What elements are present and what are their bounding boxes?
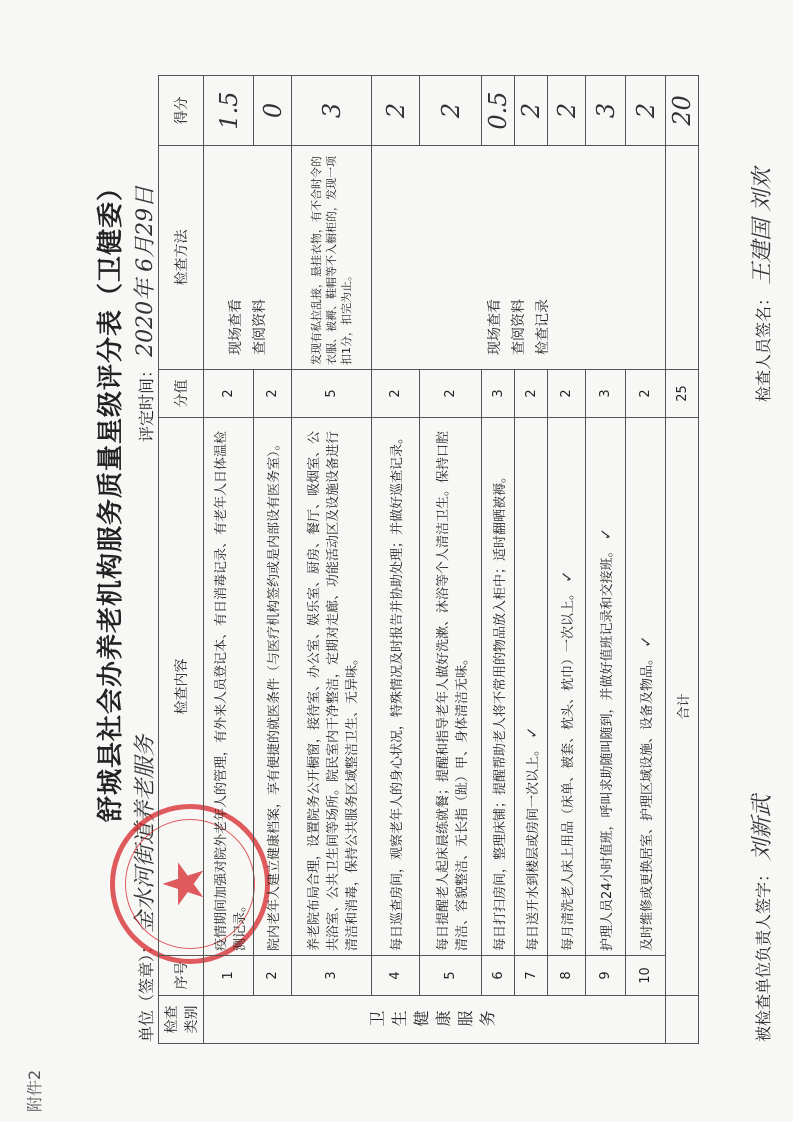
row-score: 3 (482, 370, 515, 418)
row-no: 1 (204, 956, 254, 996)
row-no: 9 (586, 956, 626, 996)
row-content: 养老院布局合理，设置院务公开橱窗，接待室、办公室、娱乐室、厨房、餐厅、吸烟室、公共浴室、公共卫生间等场所。院民室内干净整洁，定期对走廊、功能活动区及设施设备进行清洁和消毒，保持公共服务区域整洁卫生、无异味。 (292, 418, 372, 956)
row-content-text: 每月清洗老人床上用品（床单、被套、枕头、枕巾）一次以上。 (561, 586, 576, 951)
header-result: 得分 (159, 76, 204, 146)
row-result: 3 (586, 76, 626, 146)
inspected-sign-label: 被检查单位负责人签字： (754, 865, 773, 1042)
row-content (586, 418, 626, 956)
row-score: 2 (515, 370, 548, 418)
row-result: 0.5 (482, 76, 515, 146)
row-score: 5 (292, 370, 372, 418)
row-no: 6 (482, 956, 515, 996)
inspector-sign-label: 检查人员签名： (754, 289, 773, 402)
unit-handwriting: 金水河街道养老服务 (133, 734, 158, 933)
seal-star-icon: ★ (152, 858, 217, 909)
total-row (666, 76, 699, 1044)
row-result: 3 (292, 76, 372, 146)
row-no: 8 (548, 956, 586, 996)
row-result: 2 (372, 76, 420, 146)
row-content: 疫情期间加强对院外老年人的管理，有外来人员登记本、有日消毒记录、有老年人日体温检测记录。 (204, 418, 254, 956)
header-no: 序号 (159, 956, 204, 996)
table-row (292, 76, 372, 1044)
unit-label: 单位（签章）： (137, 937, 156, 1042)
method-mid (372, 146, 666, 370)
row-no: 4 (372, 956, 420, 996)
row-content (626, 418, 666, 956)
table-row (372, 76, 420, 1044)
method-mid-line2: 查阅资料 (510, 299, 527, 355)
check-mark-icon: ✓ (558, 570, 576, 583)
method-mid-line3: 检查记录 (534, 299, 551, 355)
row-no: 3 (292, 956, 372, 996)
method-main (204, 146, 292, 370)
date-line (128, 186, 159, 442)
row-no: 5 (420, 956, 482, 996)
inspector-signature-line (745, 168, 776, 402)
row-score: 2 (204, 370, 254, 418)
header-row (159, 76, 204, 1044)
score-table (152, 75, 699, 1044)
row-content (515, 418, 548, 956)
header-content: 检查内容 (159, 418, 204, 956)
row-score: 2 (548, 370, 586, 418)
date-label: 评定时间： (137, 361, 156, 442)
row-content-text: 及时维修或更换居室、护理区域设施、设备及物品。 (640, 651, 655, 951)
row-score: 2 (372, 370, 420, 418)
method-row3: 发现有私拉乱接，悬挂衣物，有不合时令的衣服、被褥、鞋帽等不入橱柜的，发现一项扣1分，扣完为止。 (292, 146, 372, 370)
row-no: 2 (254, 956, 292, 996)
inspected-signature: 刘新武 (750, 794, 775, 861)
annex-label: 附件2 (25, 1069, 44, 1112)
row-content: 每日巡查房间，观察老年人的身心状况，特殊情况及时报告并协助处理；并做好巡查记录。 (372, 418, 420, 956)
row-result: 2 (420, 76, 482, 146)
row-score: 2 (254, 370, 292, 418)
row-content: 院内老年人建立健康档案，享有便捷的就医条件（与医疗机构签约或是内部设有医务室）。 (254, 418, 292, 956)
row-content: 每日提醒老人起床晨练就餐；提醒和指导老年人做好洗漱、沐浴等个人清洁卫生。保持口腔清洁、容貌整洁、无长指（趾）甲、身体清洁无味。 (420, 418, 482, 956)
total-label: 合计 (666, 418, 699, 996)
table-row (204, 76, 254, 1044)
header-category: 检查类别 (159, 996, 204, 1044)
method-main-line2: 查阅资料 (251, 299, 268, 355)
row-result: 1.5 (204, 76, 254, 146)
check-mark-icon: ✓ (597, 527, 615, 541)
total-empty-cell (666, 996, 699, 1044)
header-score: 分值 (159, 370, 204, 418)
row-score: 2 (626, 370, 666, 418)
check-mark-icon: ✓ (522, 726, 541, 739)
row-score: 2 (420, 370, 482, 418)
inspector-signature: 王建国 刘欢 (750, 167, 775, 285)
row-score: 3 (586, 370, 626, 418)
row-result: 2 (548, 76, 586, 146)
total-score: 25 (666, 370, 699, 418)
row-no: 10 (626, 956, 666, 996)
method-mid-line1: 现场查看 (486, 299, 503, 355)
date-handwriting: 2020年 6月29日 (133, 185, 158, 357)
row-content-text: 每日送开水到楼层或房间一次以上。 (525, 742, 541, 951)
form-title: 舒城县社会办养老机构服务质量星级评分表（卫健委） (96, 173, 126, 822)
inspected-signature-line (745, 795, 776, 1042)
row-content-text: 护理人员24小时值班，呼叫求助随叫随到，并做好值班记录和交接班。 (600, 544, 615, 951)
row-no: 7 (515, 956, 548, 996)
check-mark-icon: ✓ (637, 635, 655, 648)
row-result: 0 (254, 76, 292, 146)
total-method-empty (666, 146, 699, 370)
row-content (548, 418, 586, 956)
row-result: 2 (626, 76, 666, 146)
row-content: 每日打扫房间，整理床铺；提醒帮助老人将不常用的物品放入柜中；适时翻晒被褥。 (482, 418, 515, 956)
header-method: 检查方法 (159, 146, 204, 370)
category-cell: 卫生健康服务 (204, 996, 666, 1044)
method-main-line1: 现场查看 (227, 299, 244, 355)
total-result: 20 (666, 76, 699, 146)
row-result: 2 (515, 76, 548, 146)
